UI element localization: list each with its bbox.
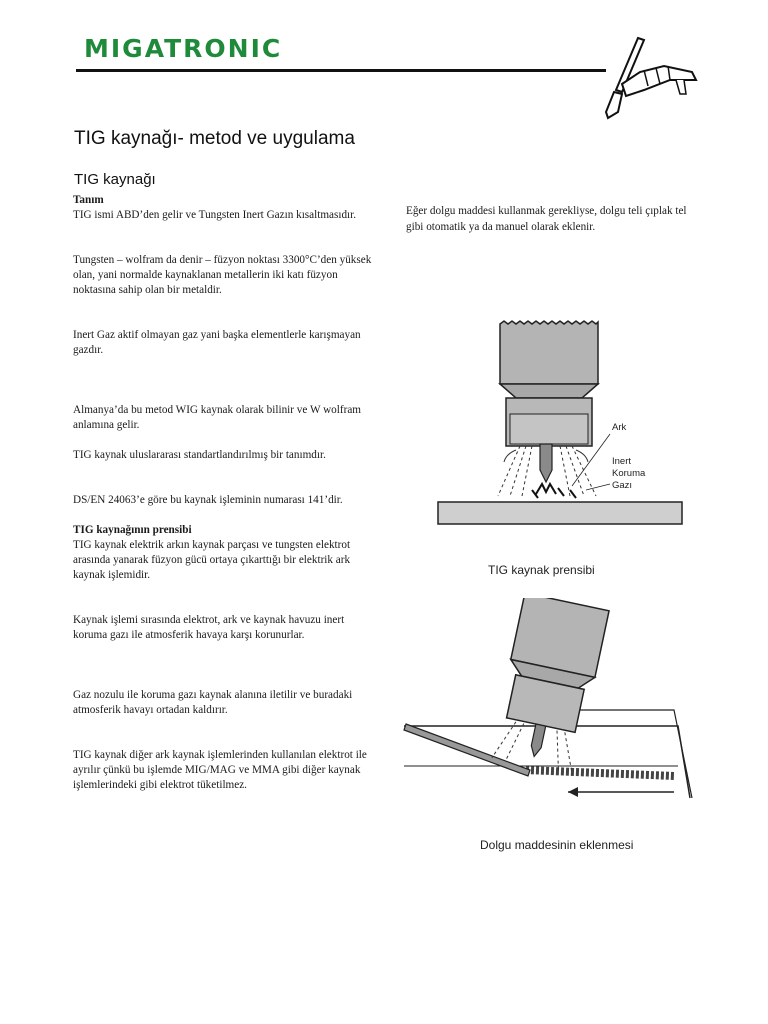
label-ark: Ark [612, 422, 627, 433]
paragraph-tungsten: Tungsten – wolfram da denir – füzyon noktası 3300°C’den yüksek olan, yani normalde kaynaklanan metallerin iki katı füzyon noktasına sahip olan bir metaldir. [73, 254, 372, 296]
section-title: TIG kaynağı [74, 171, 156, 188]
migatronic-logo: MIGATRONIC [84, 34, 283, 63]
principle-heading: TIG kaynağının prensibi [73, 524, 192, 536]
left-column [73, 193, 373, 793]
paragraph-wig: Almanya’da bu metod WIG kaynak olarak bilinir ve W wolfram anlamına gelir. [73, 404, 361, 431]
filler-figure [402, 598, 698, 808]
paragraph-filler: Eğer dolgu maddesi kullanmak gerekliyse, dolgu teli çıplak tel gibi otomatik ya da manuel olarak eklenir. [406, 205, 687, 233]
paragraph-electrode: TIG kaynak diğer ark kaynak işlemlerinden kullanılan elektrot ile ayrılır çünkü bu işlemde MIG/MAG ve MMA gibi diğer kaynak işlemlerindeki gibi elektrot tüketilmez. [73, 749, 367, 791]
paragraph-din-number: DS/EN 24063’e göre bu kaynak işleminin numarası 141’dir. [73, 494, 343, 506]
paragraph-principle: TIG kaynak elektrik arkın kaynak parçası ve tungsten elektrot arasında yanarak füzyon gücü ortaya çıkarttığı bir elektrik ark kaynak işlemidir. [73, 539, 351, 581]
welding-torch-icon [600, 36, 700, 120]
figure1-caption: TIG kaynak prensibi [488, 563, 595, 577]
page-title: TIG kaynağı- metod ve uygulama [74, 128, 355, 149]
label-inert: Inert [612, 456, 632, 467]
tig-principle-figure [436, 318, 686, 528]
label-gazi: Gazı [612, 480, 633, 491]
label-koruma: Koruma [612, 468, 646, 479]
paragraph-protection: Kaynak işlemi sırasında elektrot, ark ve kaynak havuzu inert koruma gazı ile atmosferik havaya karşı korunurlar. [73, 614, 345, 641]
paragraph-tig-name: TIG ismi ABD’den gelir ve Tungsten Inert Gazın kısaltmasıdır. [73, 209, 357, 221]
tanim-heading: Tanım [73, 194, 104, 206]
figure2-caption: Dolgu maddesinin eklenmesi [480, 838, 634, 852]
paragraph-standard: TIG kaynak uluslararası standartlandırılmış bir tanımdır. [73, 449, 326, 461]
header-rule [76, 69, 606, 72]
paragraph-inert-gas: Inert Gaz aktif olmayan gaz yani başka elementlerle karışmayan gazdır. [73, 329, 361, 356]
paragraph-gas-nozzle: Gaz nozulu ile koruma gazı kaynak alanına iletilir ve buradaki atmosferik havayı ortadan kaldırır. [73, 689, 353, 716]
